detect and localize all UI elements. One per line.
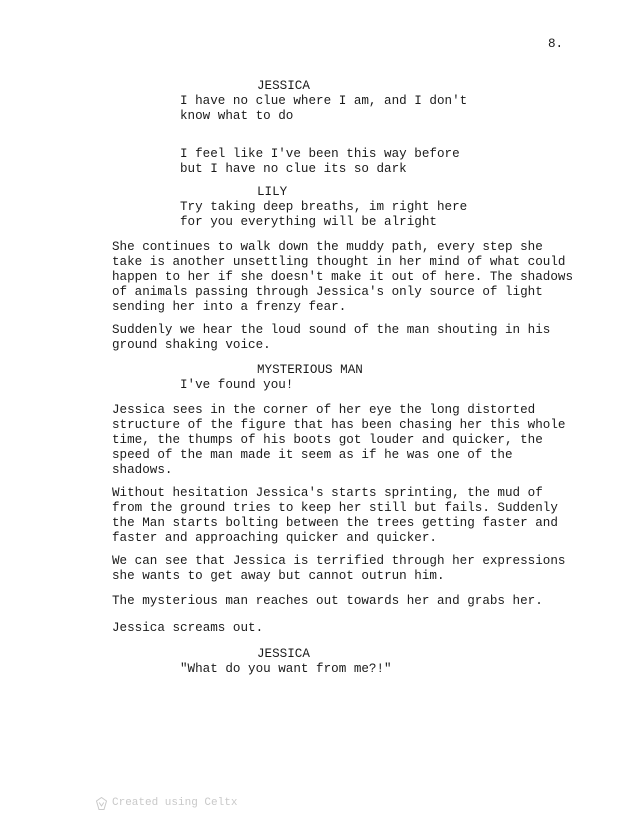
action-line: of animals passing through Jessica's only source of light — [112, 285, 543, 299]
action-line: shadows. — [112, 463, 173, 477]
dialogue-line: Try taking deep breaths, im right here — [180, 200, 468, 214]
action-line: Jessica screams out. — [112, 621, 264, 635]
action-line: The mysterious man reaches out towards her and grabs her. — [112, 594, 543, 608]
dialogue-line: know what to do — [180, 109, 294, 123]
action-line: structure of the figure that has been chasing her this whole — [112, 418, 566, 432]
action-line: Jessica sees in the corner of her eye the long distorted — [112, 403, 536, 417]
action-line: happen to her if she doesn't make it out of here. The shadows — [112, 270, 574, 284]
action-line: Suddenly we hear the loud sound of the man shouting in his — [112, 323, 551, 337]
action-line: Without hesitation Jessica's starts sprinting, the mud of — [112, 486, 543, 500]
character-name: JESSICA — [257, 647, 310, 661]
dialogue-line: I've found you! — [180, 378, 294, 392]
action-line: faster and approaching quicker and quicker. — [112, 531, 437, 545]
action-line: take is another unsettling thought in her mind of what could — [112, 255, 566, 269]
dialogue-line: for you everything will be alright — [180, 215, 437, 229]
character-name: JESSICA — [257, 79, 310, 93]
action-line: from the ground tries to keep her still but fails. Suddenly — [112, 501, 558, 515]
action-line: We can see that Jessica is terrified through her expressions — [112, 554, 566, 568]
celtx-watermark — [96, 796, 237, 811]
dialogue-line: but I have no clue its so dark — [180, 162, 407, 176]
dialogue-line: "What do you want from me?!" — [180, 662, 392, 676]
page-number: 8. — [548, 37, 564, 51]
action-line: time, the thumps of his boots got louder and quicker, the — [112, 433, 543, 447]
dialogue-line: I feel like I've been this way before — [180, 147, 460, 161]
action-line: speed of the man made it seem as if he was one of the — [112, 448, 513, 462]
dialogue-line: I have no clue where I am, and I don't — [180, 94, 468, 108]
action-line: she wants to get away but cannot outrun him. — [112, 569, 445, 583]
watermark-text: Created using Celtx — [112, 797, 238, 809]
character-name: MYSTERIOUS MAN — [257, 363, 363, 377]
action-line: ground shaking voice. — [112, 338, 271, 352]
celtx-logo-icon — [96, 797, 107, 810]
action-line: She continues to walk down the muddy path, every step she — [112, 240, 543, 254]
character-name: LILY — [257, 185, 288, 199]
action-line: the Man starts bolting between the trees getting faster and — [112, 516, 558, 530]
action-line: sending her into a frenzy fear. — [112, 300, 347, 314]
